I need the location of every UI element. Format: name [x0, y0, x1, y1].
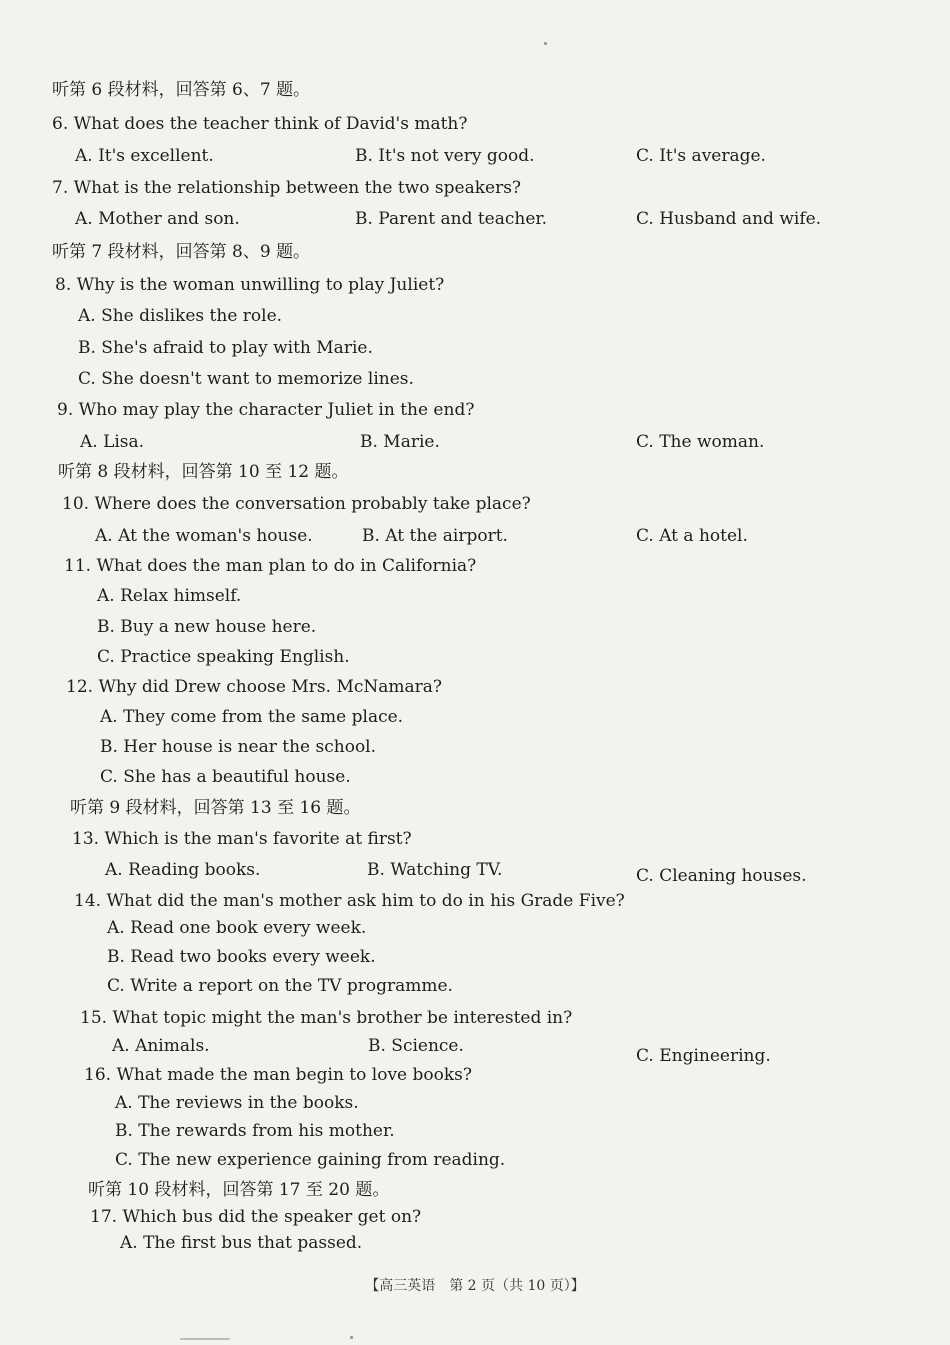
option-16a: A. The reviews in the books. — [115, 1093, 359, 1113]
option-15c: C. Engineering. — [636, 1046, 771, 1066]
option-9b: B. Marie. — [360, 432, 440, 452]
scan-speck — [350, 1336, 353, 1339]
option-13b: B. Watching TV. — [367, 860, 503, 880]
option-8c: C. She doesn't want to memorize lines. — [78, 369, 414, 389]
option-11a: A. Relax himself. — [97, 586, 242, 606]
page-footer: 【高三英语 第 2 页（共 10 页）】 — [365, 1278, 585, 1294]
option-15a: A. Animals. — [112, 1036, 210, 1056]
option-8a: A. She dislikes the role. — [78, 306, 283, 326]
option-9a: A. Lisa. — [80, 432, 145, 452]
question-16: 16. What made the man begin to love books? — [84, 1065, 473, 1085]
option-14a: A. Read one book every week. — [107, 918, 367, 938]
option-7b: B. Parent and teacher. — [355, 209, 548, 229]
option-11c: C. Practice speaking English. — [97, 647, 350, 667]
option-12b: B. Her house is near the school. — [100, 737, 377, 757]
option-17a: A. The first bus that passed. — [120, 1233, 363, 1253]
option-10c: C. At a hotel. — [636, 526, 748, 546]
option-10a: A. At the woman's house. — [95, 526, 313, 546]
question-15: 15. What topic might the man's brother be interested in? — [80, 1008, 573, 1028]
option-11b: B. Buy a new house here. — [97, 617, 317, 637]
option-12c: C. She has a beautiful house. — [100, 767, 351, 787]
question-12: 12. Why did Drew choose Mrs. McNamara? — [66, 677, 443, 697]
section-header: 听第 7 段材料，回答第 8、9 题。 — [52, 242, 311, 262]
question-8: 8. Why is the woman unwilling to play Juliet? — [55, 275, 445, 295]
section-header: 听第 10 段材料，回答第 17 至 20 题。 — [88, 1180, 390, 1200]
question-17: 17. Which bus did the speaker get on? — [90, 1207, 422, 1227]
option-8b: B. She's afraid to play with Marie. — [78, 338, 373, 358]
option-7a: A. Mother and son. — [75, 209, 240, 229]
question-14: 14. What did the man's mother ask him to do in his Grade Five? — [74, 891, 625, 911]
question-7: 7. What is the relationship between the two speakers? — [52, 178, 522, 198]
option-16c: C. The new experience gaining from reading. — [115, 1150, 506, 1170]
option-7c: C. Husband and wife. — [636, 209, 822, 229]
option-12a: A. They come from the same place. — [100, 707, 404, 727]
scan-speck — [544, 42, 547, 45]
option-16b: B. The rewards from his mother. — [115, 1121, 395, 1141]
question-11: 11. What does the man plan to do in California? — [64, 556, 477, 576]
option-14b: B. Read two books every week. — [107, 947, 376, 967]
scan-speck — [180, 1338, 230, 1340]
section-header: 听第 8 段材料，回答第 10 至 12 题。 — [58, 462, 349, 482]
section-header: 听第 6 段材料，回答第 6、7 题。 — [52, 80, 311, 100]
option-13c: C. Cleaning houses. — [636, 866, 807, 886]
option-10b: B. At the airport. — [362, 526, 508, 546]
option-6a: A. It's excellent. — [75, 146, 214, 166]
option-14c: C. Write a report on the TV programme. — [107, 976, 453, 996]
section-header: 听第 9 段材料，回答第 13 至 16 题。 — [70, 798, 361, 818]
option-9c: C. The woman. — [636, 432, 765, 452]
option-15b: B. Science. — [368, 1036, 464, 1056]
option-6c: C. It's average. — [636, 146, 766, 166]
question-13: 13. Which is the man's favorite at first? — [72, 829, 412, 849]
question-6: 6. What does the teacher think of David's math? — [52, 114, 468, 134]
option-13a: A. Reading books. — [105, 860, 261, 880]
question-9: 9. Who may play the character Juliet in the end? — [57, 400, 475, 420]
question-10: 10. Where does the conversation probably take place? — [62, 494, 531, 514]
option-6b: B. It's not very good. — [355, 146, 535, 166]
